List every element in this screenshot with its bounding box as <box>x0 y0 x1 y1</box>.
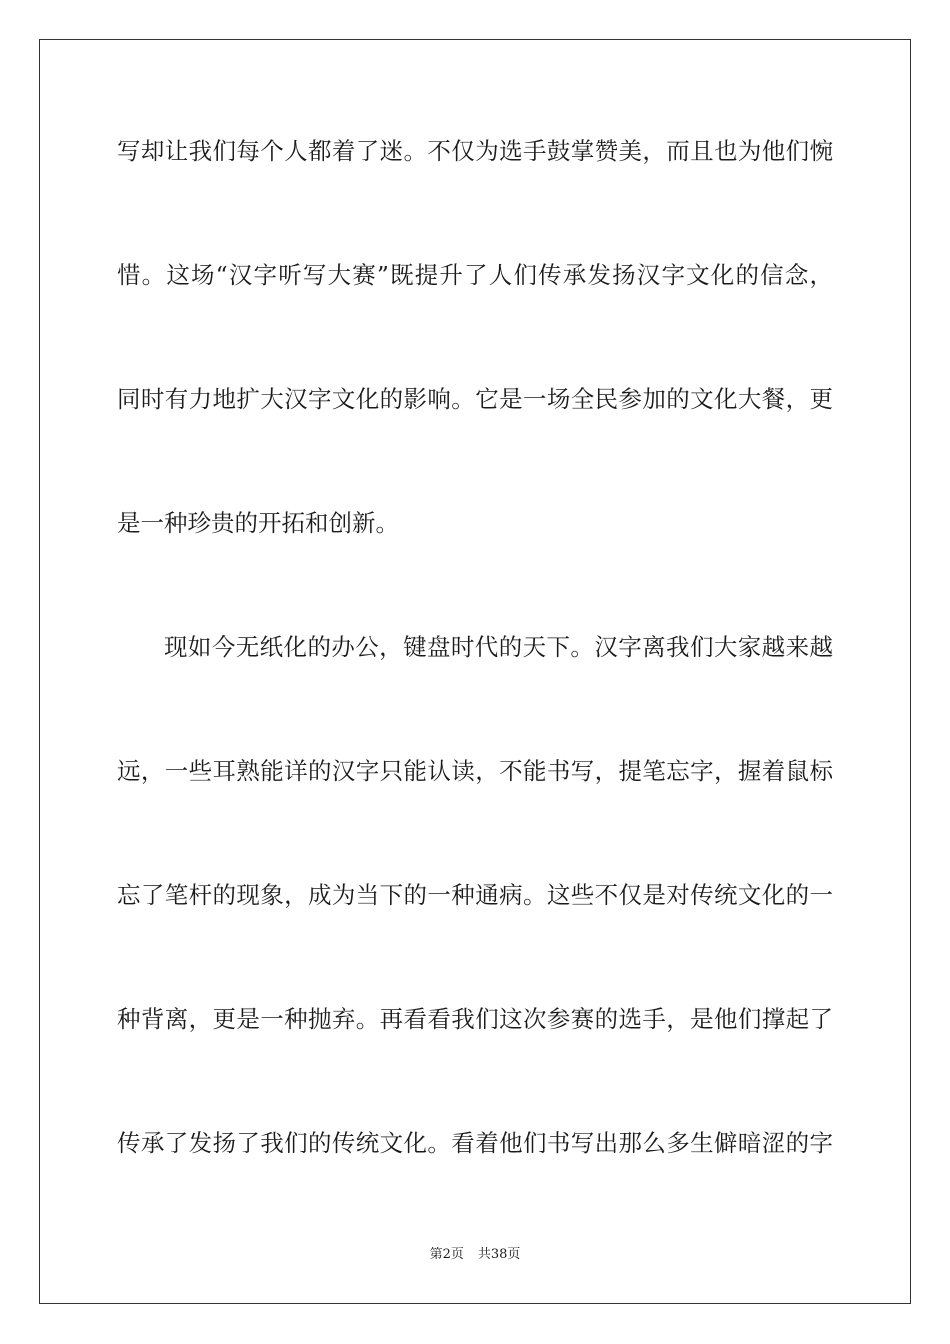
page-frame <box>39 39 911 1304</box>
text-line: 传承了发扬了我们的传统文化。看着他们书写出那么多生僻暗涩的字 <box>117 1129 833 1157</box>
text-line: 忘了笔杆的现象，成为当下的一种通病。这些不仅是对传统文化的一 <box>117 881 833 909</box>
text-line: 惜。这场“汉字听写大赛”既提升了人们传承发扬汉字文化的信念， <box>117 261 833 289</box>
page-number: 第2页 <box>429 1247 464 1262</box>
text-line: 远，一些耳熟能详的汉字只能认读，不能书写，提笔忘字，握着鼠标 <box>117 757 833 785</box>
text-line: 同时有力地扩大汉字文化的影响。它是一场全民参加的文化大餐，更 <box>117 385 833 413</box>
text-line: 现如今无纸化的办公，键盘时代的天下。汉字离我们大家越来越 <box>164 633 833 661</box>
text-line: 种背离，更是一种抛弃。再看看我们这次参赛的选手，是他们撑起了 <box>117 1005 833 1033</box>
page-total: 共38页 <box>477 1247 521 1262</box>
text-line: 是一种珍贵的开拓和创新。 <box>117 509 399 537</box>
text-line: 写却让我们每个人都着了迷。不仅为选手鼓掌赞美，而且也为他们惋 <box>117 137 833 165</box>
page-footer <box>0 1246 950 1264</box>
